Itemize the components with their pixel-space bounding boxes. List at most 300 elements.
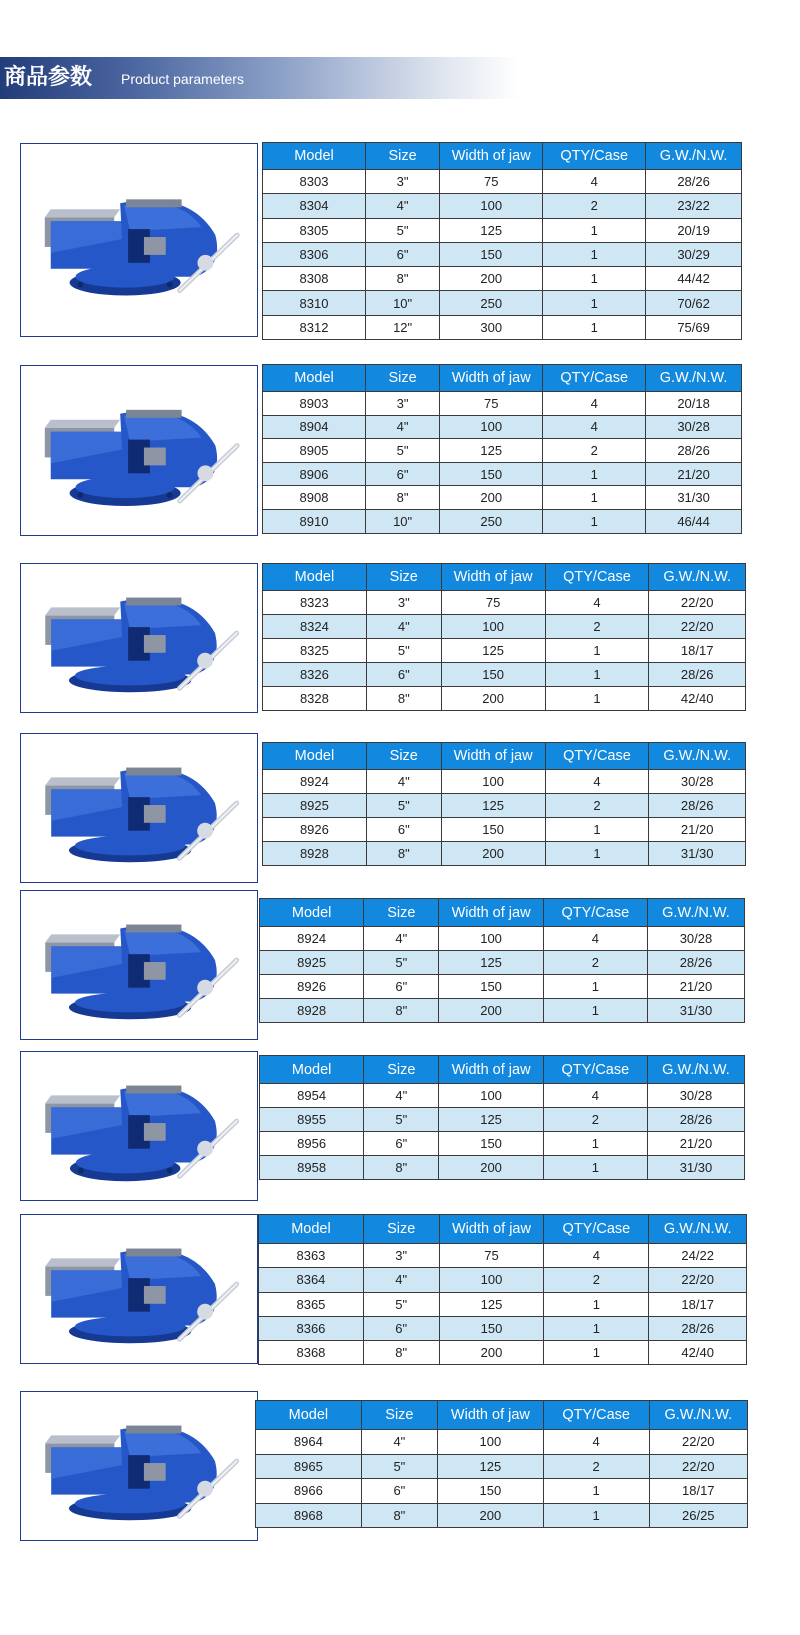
- bench-vise-icon: [21, 144, 257, 336]
- column-header: Model: [263, 743, 367, 770]
- table-row: [263, 818, 746, 842]
- table-cell: 5": [366, 639, 441, 663]
- table-cell: 125: [439, 951, 543, 975]
- column-header: Size: [363, 1215, 439, 1244]
- table-cell: 75: [441, 591, 545, 615]
- column-header: Size: [364, 1056, 439, 1084]
- banner-title-en: Product parameters: [121, 71, 244, 87]
- table-cell: 125: [439, 1292, 544, 1316]
- table-cell: 8308: [263, 267, 366, 291]
- table-row: [263, 392, 742, 416]
- table-cell: 6": [365, 242, 439, 266]
- table-row: [263, 486, 742, 510]
- table-cell: 31/30: [647, 1156, 744, 1180]
- column-header: Width of jaw: [438, 1401, 544, 1430]
- table-cell: 200: [440, 267, 543, 291]
- table-row: [263, 242, 742, 266]
- table-cell: 4": [364, 927, 439, 951]
- table-row: [260, 1084, 745, 1108]
- table-cell: 4: [543, 1084, 647, 1108]
- table-cell: 8925: [263, 794, 367, 818]
- spec-table-2: [262, 364, 742, 534]
- spec-table-6: [259, 1055, 745, 1180]
- column-header: G.W./N.W.: [647, 1056, 744, 1084]
- table-row: [263, 687, 746, 711]
- column-header: Size: [361, 1401, 437, 1430]
- column-header: G.W./N.W.: [649, 1401, 747, 1430]
- table-cell: 6": [364, 975, 439, 999]
- table-cell: 6": [363, 1316, 439, 1340]
- table-cell: 1: [545, 663, 649, 687]
- column-header: Width of jaw: [439, 1215, 544, 1244]
- table-cell: 8958: [260, 1156, 364, 1180]
- table-cell: 250: [440, 509, 543, 533]
- product-image-8: [20, 1391, 258, 1541]
- table-cell: 8968: [256, 1503, 362, 1528]
- table-row: [259, 1292, 747, 1316]
- column-header: Width of jaw: [440, 365, 543, 392]
- table-row: [256, 1430, 748, 1455]
- column-header: Size: [366, 564, 441, 591]
- table-row: [263, 439, 742, 463]
- table-cell: 5": [365, 439, 439, 463]
- table-cell: 8306: [263, 242, 366, 266]
- table-cell: 200: [439, 1341, 544, 1365]
- table-cell: 2: [543, 1454, 649, 1479]
- table-row: [263, 842, 746, 866]
- table-cell: 44/42: [646, 267, 742, 291]
- column-header: Model: [260, 1056, 364, 1084]
- table-row: [263, 770, 746, 794]
- table-cell: 70/62: [646, 291, 742, 315]
- table-cell: 8368: [259, 1341, 364, 1365]
- table-cell: 4": [365, 194, 439, 218]
- table-cell: 4": [366, 615, 441, 639]
- table-cell: 75: [440, 170, 543, 194]
- table-cell: 30/29: [646, 242, 742, 266]
- table-cell: 8326: [263, 663, 367, 687]
- bench-vise-icon: [21, 564, 257, 712]
- table-cell: 300: [440, 315, 543, 339]
- table-row: [263, 291, 742, 315]
- table-cell: 18/17: [649, 639, 746, 663]
- table-cell: 3": [365, 170, 439, 194]
- table-cell: 1: [544, 1316, 649, 1340]
- table-row: [263, 591, 746, 615]
- column-header: Width of jaw: [439, 899, 543, 927]
- table-cell: 8303: [263, 170, 366, 194]
- table-cell: 8324: [263, 615, 367, 639]
- table-cell: 100: [441, 615, 545, 639]
- table-row: [263, 170, 742, 194]
- column-header: G.W./N.W.: [649, 743, 746, 770]
- table-cell: 5": [366, 794, 441, 818]
- table-cell: 4": [366, 770, 441, 794]
- column-header: QTY/Case: [545, 564, 649, 591]
- table-row: [260, 999, 745, 1023]
- table-cell: 1: [545, 818, 649, 842]
- table-cell: 8905: [263, 439, 366, 463]
- table-cell: 4": [365, 415, 439, 439]
- table-cell: 8": [363, 1341, 439, 1365]
- table-cell: 6": [364, 1132, 439, 1156]
- table-cell: 30/28: [647, 927, 744, 951]
- table-cell: 75: [440, 392, 543, 416]
- product-image-3: [20, 563, 258, 713]
- table-cell: 150: [441, 663, 545, 687]
- table-row: [260, 1156, 745, 1180]
- product-image-4: [20, 733, 258, 883]
- table-cell: 1: [543, 999, 647, 1023]
- table-cell: 22/20: [649, 1430, 747, 1455]
- column-header: Model: [256, 1401, 362, 1430]
- bench-vise-icon: [21, 366, 257, 535]
- table-cell: 200: [440, 486, 543, 510]
- table-cell: 6": [361, 1479, 437, 1504]
- table-cell: 8910: [263, 509, 366, 533]
- table-cell: 8": [365, 486, 439, 510]
- table-cell: 1: [543, 975, 647, 999]
- table-cell: 21/20: [646, 462, 742, 486]
- table-cell: 46/44: [646, 509, 742, 533]
- column-header: QTY/Case: [545, 743, 649, 770]
- table-cell: 8904: [263, 415, 366, 439]
- bench-vise-icon: [21, 1052, 257, 1200]
- table-cell: 8": [366, 842, 441, 866]
- table-cell: 8965: [256, 1454, 362, 1479]
- table-row: [259, 1244, 747, 1268]
- table-cell: 5": [364, 1108, 439, 1132]
- table-cell: 4: [543, 927, 647, 951]
- table-cell: 2: [543, 951, 647, 975]
- table-row: [260, 1108, 745, 1132]
- table-cell: 2: [543, 439, 646, 463]
- table-cell: 1: [543, 1132, 647, 1156]
- table-cell: 1: [543, 315, 646, 339]
- table-cell: 4: [543, 415, 646, 439]
- table-cell: 42/40: [649, 687, 746, 711]
- table-cell: 1: [543, 242, 646, 266]
- table-cell: 6": [365, 462, 439, 486]
- column-header: QTY/Case: [543, 1056, 647, 1084]
- table-cell: 1: [543, 462, 646, 486]
- table-cell: 5": [365, 218, 439, 242]
- table-cell: 8305: [263, 218, 366, 242]
- table-cell: 3": [366, 591, 441, 615]
- table-cell: 4: [543, 170, 646, 194]
- table-row: [263, 315, 742, 339]
- table-cell: 21/20: [647, 975, 744, 999]
- table-cell: 1: [545, 687, 649, 711]
- table-cell: 5": [361, 1454, 437, 1479]
- table-cell: 8": [361, 1503, 437, 1528]
- table-cell: 150: [439, 1316, 544, 1340]
- table-cell: 125: [441, 794, 545, 818]
- table-cell: 30/28: [647, 1084, 744, 1108]
- table-cell: 8903: [263, 392, 366, 416]
- table-cell: 31/30: [646, 486, 742, 510]
- table-cell: 8906: [263, 462, 366, 486]
- column-header: G.W./N.W.: [646, 143, 742, 170]
- table-cell: 8956: [260, 1132, 364, 1156]
- table-cell: 125: [439, 1108, 543, 1132]
- table-cell: 1: [543, 1479, 649, 1504]
- table-cell: 100: [439, 927, 543, 951]
- table-cell: 2: [545, 615, 649, 639]
- spec-table-5: [259, 898, 745, 1023]
- table-cell: 24/22: [649, 1244, 747, 1268]
- table-cell: 10": [365, 509, 439, 533]
- table-cell: 23/22: [646, 194, 742, 218]
- table-cell: 28/26: [647, 951, 744, 975]
- table-cell: 28/26: [646, 439, 742, 463]
- table-row: [259, 1316, 747, 1340]
- column-header: Size: [364, 899, 439, 927]
- spec-table-7: [258, 1214, 747, 1365]
- column-header: G.W./N.W.: [649, 1215, 747, 1244]
- table-cell: 200: [441, 842, 545, 866]
- column-header: QTY/Case: [543, 1401, 649, 1430]
- table-cell: 8925: [260, 951, 364, 975]
- table-cell: 4: [544, 1244, 649, 1268]
- column-header: QTY/Case: [543, 365, 646, 392]
- column-header: Model: [260, 899, 364, 927]
- table-cell: 3": [363, 1244, 439, 1268]
- table-cell: 22/20: [649, 615, 746, 639]
- table-cell: 1: [543, 291, 646, 315]
- table-cell: 22/20: [649, 1454, 747, 1479]
- table-row: [256, 1503, 748, 1528]
- spec-table-3: [262, 563, 746, 711]
- table-cell: 8363: [259, 1244, 364, 1268]
- table-cell: 22/20: [649, 591, 746, 615]
- table-cell: 200: [439, 1156, 543, 1180]
- table-cell: 8365: [259, 1292, 364, 1316]
- column-header: Model: [263, 365, 366, 392]
- table-cell: 8964: [256, 1430, 362, 1455]
- table-cell: 8926: [263, 818, 367, 842]
- table-row: [263, 218, 742, 242]
- table-cell: 150: [440, 462, 543, 486]
- table-cell: 100: [438, 1430, 544, 1455]
- table-cell: 31/30: [649, 842, 746, 866]
- table-cell: 8310: [263, 291, 366, 315]
- table-cell: 1: [543, 509, 646, 533]
- table-cell: 28/26: [649, 1316, 747, 1340]
- table-cell: 8908: [263, 486, 366, 510]
- table-row: [260, 1132, 745, 1156]
- table-cell: 18/17: [649, 1292, 747, 1316]
- table-cell: 5": [363, 1292, 439, 1316]
- bench-vise-icon: [21, 891, 257, 1039]
- table-row: [263, 615, 746, 639]
- table-cell: 8966: [256, 1479, 362, 1504]
- table-row: [263, 663, 746, 687]
- column-header: QTY/Case: [544, 1215, 649, 1244]
- table-row: [263, 509, 742, 533]
- bench-vise-icon: [21, 1392, 257, 1540]
- table-cell: 100: [440, 194, 543, 218]
- column-header: G.W./N.W.: [649, 564, 746, 591]
- table-cell: 2: [543, 1108, 647, 1132]
- table-cell: 5": [364, 951, 439, 975]
- table-cell: 200: [441, 687, 545, 711]
- table-cell: 75: [439, 1244, 544, 1268]
- table-cell: 150: [440, 242, 543, 266]
- table-cell: 2: [545, 794, 649, 818]
- table-cell: 42/40: [649, 1341, 747, 1365]
- spec-table-4: [262, 742, 746, 866]
- product-image-5: [20, 890, 258, 1040]
- table-cell: 8": [366, 687, 441, 711]
- table-cell: 100: [441, 770, 545, 794]
- column-header: QTY/Case: [543, 143, 646, 170]
- table-cell: 8328: [263, 687, 367, 711]
- table-cell: 21/20: [647, 1132, 744, 1156]
- table-cell: 28/26: [649, 794, 746, 818]
- column-header: G.W./N.W.: [646, 365, 742, 392]
- table-cell: 8954: [260, 1084, 364, 1108]
- product-image-7: [20, 1214, 258, 1364]
- column-header: G.W./N.W.: [647, 899, 744, 927]
- table-cell: 21/20: [649, 818, 746, 842]
- table-cell: 22/20: [649, 1268, 747, 1292]
- table-cell: 20/18: [646, 392, 742, 416]
- table-row: [263, 194, 742, 218]
- table-cell: 8323: [263, 591, 367, 615]
- table-cell: 18/17: [649, 1479, 747, 1504]
- table-cell: 75/69: [646, 315, 742, 339]
- column-header: Model: [263, 564, 367, 591]
- column-header: Size: [365, 143, 439, 170]
- table-cell: 8304: [263, 194, 366, 218]
- table-cell: 8924: [260, 927, 364, 951]
- table-cell: 30/28: [649, 770, 746, 794]
- table-cell: 150: [438, 1479, 544, 1504]
- table-cell: 100: [439, 1084, 543, 1108]
- table-row: [263, 794, 746, 818]
- table-cell: 8312: [263, 315, 366, 339]
- table-cell: 31/30: [647, 999, 744, 1023]
- bench-vise-icon: [21, 1215, 257, 1363]
- table-cell: 2: [544, 1268, 649, 1292]
- table-row: [259, 1341, 747, 1365]
- table-row: [260, 975, 745, 999]
- section-banner: [0, 57, 520, 99]
- table-cell: 28/26: [646, 170, 742, 194]
- table-cell: 12": [365, 315, 439, 339]
- table-cell: 1: [545, 639, 649, 663]
- table-cell: 8": [364, 1156, 439, 1180]
- table-cell: 8928: [263, 842, 367, 866]
- table-cell: 8325: [263, 639, 367, 663]
- table-cell: 150: [441, 818, 545, 842]
- column-header: Width of jaw: [441, 564, 545, 591]
- table-row: [259, 1268, 747, 1292]
- column-header: Width of jaw: [441, 743, 545, 770]
- table-row: [260, 951, 745, 975]
- table-cell: 100: [440, 415, 543, 439]
- product-image-2: [20, 365, 258, 536]
- table-cell: 1: [543, 1156, 647, 1180]
- table-cell: 1: [544, 1292, 649, 1316]
- table-cell: 125: [441, 639, 545, 663]
- table-cell: 150: [439, 975, 543, 999]
- table-cell: 200: [439, 999, 543, 1023]
- table-cell: 8924: [263, 770, 367, 794]
- table-cell: 150: [439, 1132, 543, 1156]
- table-cell: 1: [545, 842, 649, 866]
- column-header: Width of jaw: [440, 143, 543, 170]
- table-cell: 100: [439, 1268, 544, 1292]
- table-cell: 4": [364, 1084, 439, 1108]
- table-cell: 1: [543, 218, 646, 242]
- product-image-6: [20, 1051, 258, 1201]
- table-cell: 6": [366, 818, 441, 842]
- table-cell: 8928: [260, 999, 364, 1023]
- table-cell: 125: [440, 439, 543, 463]
- table-cell: 1: [543, 267, 646, 291]
- table-cell: 8": [364, 999, 439, 1023]
- table-row: [260, 927, 745, 951]
- table-cell: 10": [365, 291, 439, 315]
- table-row: [263, 462, 742, 486]
- table-cell: 8955: [260, 1108, 364, 1132]
- table-row: [263, 415, 742, 439]
- table-cell: 4: [545, 770, 649, 794]
- bench-vise-icon: [21, 734, 257, 882]
- spec-table-1: [262, 142, 742, 340]
- spec-table-8: [255, 1400, 748, 1528]
- column-header: Model: [259, 1215, 364, 1244]
- table-cell: 8926: [260, 975, 364, 999]
- table-cell: 125: [438, 1454, 544, 1479]
- column-header: Size: [365, 365, 439, 392]
- table-cell: 1: [543, 1503, 649, 1528]
- banner-title-zh: 商品参数: [4, 65, 93, 90]
- table-cell: 3": [365, 392, 439, 416]
- column-header: Model: [263, 143, 366, 170]
- table-cell: 4: [543, 1430, 649, 1455]
- table-cell: 1: [544, 1341, 649, 1365]
- table-cell: 8364: [259, 1268, 364, 1292]
- column-header: QTY/Case: [543, 899, 647, 927]
- table-cell: 8": [365, 267, 439, 291]
- table-cell: 30/28: [646, 415, 742, 439]
- table-cell: 4: [543, 392, 646, 416]
- table-cell: 26/25: [649, 1503, 747, 1528]
- table-cell: 28/26: [647, 1108, 744, 1132]
- product-image-1: [20, 143, 258, 337]
- column-header: Size: [366, 743, 441, 770]
- table-cell: 8366: [259, 1316, 364, 1340]
- table-cell: 250: [440, 291, 543, 315]
- table-row: [256, 1454, 748, 1479]
- table-cell: 20/19: [646, 218, 742, 242]
- table-cell: 200: [438, 1503, 544, 1528]
- table-row: [263, 267, 742, 291]
- table-cell: 125: [440, 218, 543, 242]
- column-header: Width of jaw: [439, 1056, 543, 1084]
- table-cell: 2: [543, 194, 646, 218]
- table-cell: 4": [361, 1430, 437, 1455]
- table-cell: 1: [543, 486, 646, 510]
- table-row: [256, 1479, 748, 1504]
- table-cell: 4: [545, 591, 649, 615]
- table-cell: 4": [363, 1268, 439, 1292]
- table-cell: 28/26: [649, 663, 746, 687]
- table-row: [263, 639, 746, 663]
